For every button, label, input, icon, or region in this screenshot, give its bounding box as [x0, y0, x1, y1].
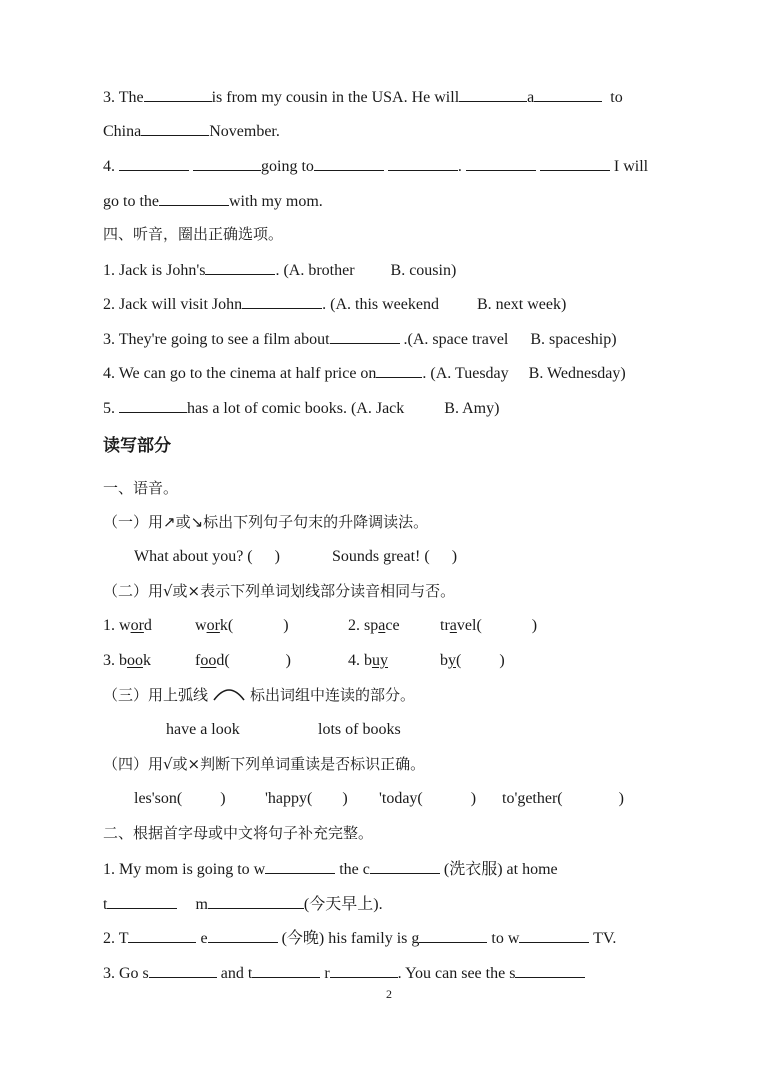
- sub2-word-4b: [440, 651, 505, 671]
- answer-blank[interactable]: [128, 927, 196, 943]
- s4-item-2: [103, 293, 566, 315]
- underlined-part: a: [378, 617, 386, 634]
- text: (: [456, 652, 462, 669]
- text: with my mom.: [229, 193, 323, 210]
- text: 4. b: [348, 652, 372, 669]
- underlined-part: or: [206, 617, 220, 634]
- part2-s3: [103, 962, 585, 984]
- underlined-part: uy: [372, 652, 388, 669]
- underlined-part: oo: [200, 652, 217, 669]
- text: t: [103, 896, 108, 913]
- sub3-phrase-1[interactable]: have a look: [166, 721, 240, 738]
- text: I will: [613, 158, 649, 175]
- text: （三）用上弧线: [103, 686, 209, 704]
- text: a: [527, 89, 535, 106]
- text: and t: [216, 965, 253, 982]
- text: 1. w: [103, 617, 131, 634]
- text: les'son(: [134, 790, 183, 807]
- option-b[interactable]: B. Amy): [444, 400, 500, 417]
- answer-blank[interactable]: [419, 927, 487, 943]
- underlined-part: oo: [127, 652, 143, 669]
- answer-blank[interactable]: [107, 893, 177, 909]
- sub4-title: （四）用√或×判断下列单词重读是否标识正确。: [103, 755, 426, 773]
- sub1-sentences: [134, 547, 457, 567]
- text: go to the: [103, 193, 159, 210]
- underlined-part: or: [130, 617, 144, 634]
- underlined-part: a: [449, 617, 457, 634]
- s4-item-1: [103, 259, 456, 281]
- page-number: 2: [386, 987, 392, 1001]
- text: 标出词组中连读的部分。: [250, 686, 416, 704]
- q4-line2: [103, 190, 323, 212]
- text: 'happy(: [265, 790, 313, 807]
- sub2-word-3b: [195, 651, 291, 671]
- sub2-word-1a: [103, 616, 152, 636]
- text: . You can see the s: [397, 965, 516, 982]
- text: ): [283, 617, 289, 634]
- text: going to: [261, 158, 314, 175]
- text: ): [470, 790, 477, 807]
- text: vel(: [456, 617, 482, 634]
- answer-blank[interactable]: [141, 120, 209, 136]
- sub2-word-4a: [348, 651, 388, 671]
- text: to: [610, 89, 623, 106]
- text: China: [103, 123, 142, 140]
- text: 2. T: [103, 930, 129, 947]
- answer-blank[interactable]: [193, 155, 261, 171]
- sub2-word-3a: [103, 651, 151, 671]
- text: has a lot of comic books. (A. Jack: [187, 400, 405, 417]
- answer-blank[interactable]: [208, 927, 278, 943]
- text: 4. We can go to the cinema at half price on: [103, 365, 377, 382]
- answer-blank[interactable]: [205, 259, 275, 275]
- answer-blank[interactable]: [540, 155, 610, 171]
- answer-blank[interactable]: [330, 962, 398, 978]
- text: 3. They're going to see a film about: [103, 331, 330, 348]
- sub2-word-1b: [195, 616, 289, 636]
- text: .(A. space travel: [399, 331, 509, 348]
- answer-blank[interactable]: [515, 962, 585, 978]
- text: . (A. Tuesday: [422, 365, 509, 382]
- s4-item-3: [103, 328, 617, 350]
- sub1-title: （一）用↗或↘标出下列句子句末的升降调读法。: [103, 513, 429, 531]
- text: . (A. brother: [275, 262, 355, 279]
- text: 5.: [103, 400, 115, 417]
- text: 2. Jack will visit John: [103, 296, 243, 313]
- text: tr: [440, 617, 450, 634]
- text: ): [618, 790, 624, 807]
- text: Sounds great! (: [331, 548, 430, 565]
- s4-item-5: [103, 397, 499, 419]
- sub3-phrase-2[interactable]: lots of books: [318, 721, 401, 738]
- s4-item-4: [103, 362, 626, 384]
- part2-s1-line2: [103, 893, 383, 915]
- text: ): [285, 652, 291, 669]
- text: 3. Go s: [103, 965, 149, 982]
- answer-blank[interactable]: [149, 962, 217, 978]
- q3-line2: [103, 120, 280, 142]
- text: November.: [209, 123, 280, 140]
- answer-blank[interactable]: [370, 858, 440, 874]
- text: r: [320, 965, 330, 982]
- reading-writing-title: 读写部分: [103, 436, 171, 456]
- answer-blank[interactable]: [119, 397, 187, 413]
- text: What about you? (: [134, 548, 253, 565]
- text: k(: [219, 617, 234, 634]
- option-b[interactable]: B. spaceship): [530, 331, 617, 348]
- text: . (A. this weekend: [322, 296, 439, 313]
- sub2-word-2a: [348, 616, 400, 636]
- text: ): [274, 548, 280, 565]
- section4-title: 四、听音，圈出正确选项。: [103, 225, 284, 243]
- answer-blank[interactable]: [376, 362, 422, 378]
- text: 3. b: [103, 652, 127, 669]
- text: ): [220, 790, 226, 807]
- text: the c: [335, 861, 370, 878]
- sub4-word-2: [265, 789, 348, 809]
- answer-blank[interactable]: [388, 155, 458, 171]
- answer-blank[interactable]: [534, 86, 602, 102]
- text: TV.: [589, 930, 617, 947]
- text: to'gether(: [502, 790, 563, 807]
- text: b: [440, 652, 448, 669]
- answer-blank[interactable]: [459, 86, 527, 102]
- text: e: [196, 930, 208, 947]
- text: 4.: [103, 158, 115, 175]
- part1-title: 一、语音。: [103, 479, 179, 497]
- answer-blank[interactable]: [466, 155, 536, 171]
- text: d: [143, 617, 152, 634]
- text: ce: [385, 617, 400, 634]
- text: ): [342, 790, 348, 807]
- part2-s1-line1: [103, 858, 558, 880]
- option-b[interactable]: B. cousin): [390, 262, 457, 279]
- option-b[interactable]: B. Wednesday): [528, 365, 626, 382]
- q4-line1: [103, 155, 648, 177]
- text: w: [195, 617, 207, 634]
- text: ): [499, 652, 505, 669]
- q3-line1: [103, 86, 623, 108]
- text: ): [531, 617, 538, 634]
- liaison-arc-icon: [212, 686, 246, 702]
- text: f: [195, 652, 201, 669]
- text: 1. My mom is going to w: [103, 861, 266, 878]
- text: 'today(: [379, 790, 423, 807]
- answer-blank[interactable]: [242, 293, 322, 309]
- text: k: [143, 652, 151, 669]
- sub2-word-2b: [440, 616, 537, 636]
- answer-blank[interactable]: [519, 927, 589, 943]
- underlined-part: y: [448, 652, 456, 669]
- text: ): [451, 548, 458, 565]
- sub4-word-3: [379, 789, 476, 809]
- answer-blank[interactable]: [208, 893, 304, 909]
- text: 2. sp: [348, 617, 379, 634]
- answer-blank[interactable]: [119, 155, 189, 171]
- text: 3. The: [103, 89, 144, 106]
- text: .: [457, 158, 462, 175]
- text: is from my cousin in the USA. He will: [211, 89, 460, 106]
- sub2-title: （二）用√或×表示下列单词划线部分读音相同与否。: [103, 582, 456, 600]
- answer-blank[interactable]: [144, 86, 212, 102]
- part2-s2: [103, 927, 616, 949]
- answer-blank[interactable]: [330, 328, 400, 344]
- sub4-word-4: [502, 789, 624, 809]
- sub4-word-1: [134, 789, 226, 809]
- part2-title: 二、根据首字母或中文将句子补充完整。: [103, 824, 374, 842]
- text: (今晚) his family is g: [277, 930, 420, 947]
- answer-blank[interactable]: [252, 962, 320, 978]
- answer-blank[interactable]: [159, 190, 229, 206]
- text: 1. Jack is John's: [103, 262, 206, 279]
- answer-blank[interactable]: [265, 858, 335, 874]
- text: to w: [487, 930, 520, 947]
- text: d(: [216, 652, 230, 669]
- text: (洗衣服) at home: [439, 861, 558, 878]
- answer-blank[interactable]: [314, 155, 384, 171]
- text: (今天早上).: [303, 896, 383, 913]
- option-b[interactable]: B. next week): [476, 296, 567, 313]
- sub3-title: [103, 685, 415, 705]
- text: m: [195, 896, 208, 913]
